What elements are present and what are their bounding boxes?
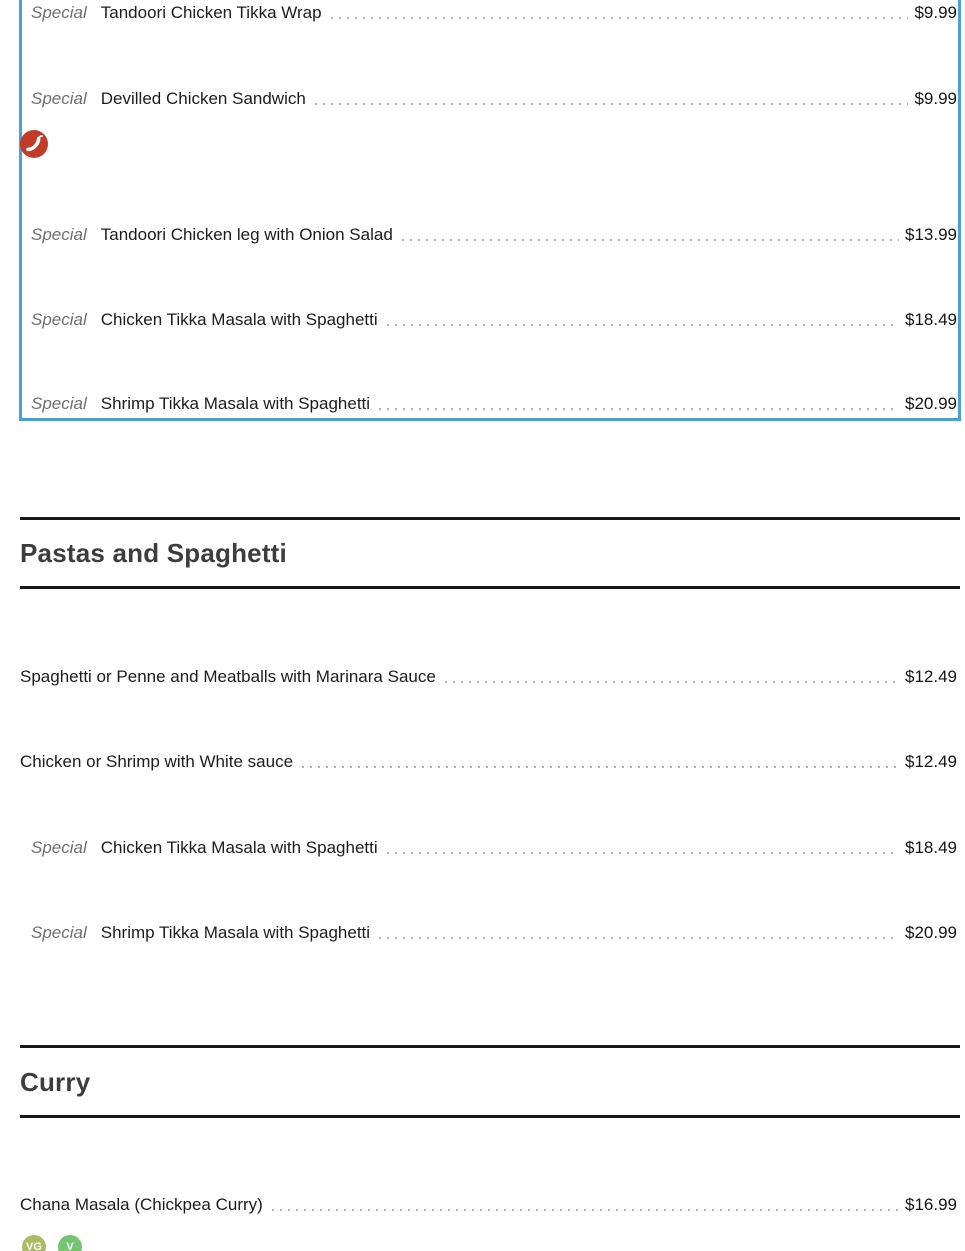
dotted-leader [379, 408, 899, 410]
item-name: Chana Masala (Chickpea Curry) [20, 1195, 263, 1214]
section-divider [20, 1115, 960, 1118]
menu-item-row [20, 663, 957, 687]
item-name: Tandoori Chicken leg with Onion Salad [100, 225, 393, 244]
item-price: $20.99 [905, 394, 957, 413]
item-price: $12.49 [905, 752, 957, 771]
item-name: Tandoori Chicken Tikka Wrap [100, 3, 322, 22]
selected-specials-box[interactable] [19, 0, 961, 421]
dotted-leader [445, 681, 899, 683]
item-name: Chicken Tikka Masala with Spaghetti [100, 310, 378, 329]
item-price: $9.99 [914, 89, 957, 108]
menu-item-row [31, 0, 957, 23]
item-price: $18.49 [905, 838, 957, 857]
dotted-leader [272, 1209, 899, 1211]
chili-pepper-icon [20, 130, 48, 158]
item-name: Shrimp Tikka Masala with Spaghetti [100, 394, 371, 413]
menu-item-row [31, 306, 957, 330]
menu-item-row [31, 221, 957, 245]
section-divider [20, 517, 960, 520]
menu-item-row [31, 834, 957, 858]
v-badge-label: V [66, 1240, 74, 1251]
menu-item-row [31, 390, 957, 414]
v-badge [58, 1235, 82, 1251]
menu-item-row [31, 919, 957, 943]
item-price: $20.99 [905, 923, 957, 942]
vg-badge [22, 1235, 46, 1251]
item-name: Chicken or Shrimp with White sauce [20, 752, 294, 771]
special-label: Special [31, 225, 87, 244]
item-name: Spaghetti or Penne and Meatballs with Marinara Sauce [20, 667, 436, 686]
menu-item-row [20, 748, 957, 772]
item-name: Devilled Chicken Sandwich [100, 89, 306, 108]
special-label: Special [31, 3, 87, 22]
section-heading: Pastas and Spaghetti [20, 538, 287, 568]
special-label: Special [31, 923, 87, 942]
section-heading: Curry [20, 1067, 91, 1097]
dotted-leader [331, 17, 909, 19]
special-label: Special [31, 89, 87, 108]
menu-item-row [31, 85, 957, 109]
section-divider [20, 1045, 960, 1048]
item-name: Shrimp Tikka Masala with Spaghetti [100, 923, 371, 942]
item-price: $18.49 [905, 310, 957, 329]
dotted-leader [402, 239, 899, 241]
menu-item-row [20, 1191, 957, 1215]
dotted-leader [387, 324, 899, 326]
item-badges [22, 1235, 82, 1251]
item-price: $16.99 [905, 1195, 957, 1214]
item-price: $13.99 [905, 225, 957, 244]
special-label: Special [31, 394, 87, 413]
special-label: Special [31, 310, 87, 329]
vg-badge-label: VG [26, 1240, 42, 1251]
item-price: $9.99 [914, 3, 957, 22]
dotted-leader [302, 766, 899, 768]
dotted-leader [379, 937, 899, 939]
dotted-leader [315, 103, 909, 105]
item-price: $12.49 [905, 667, 957, 686]
special-label: Special [31, 838, 87, 857]
item-name: Chicken Tikka Masala with Spaghetti [100, 838, 378, 857]
item-badges [20, 130, 48, 158]
dotted-leader [387, 852, 899, 854]
section-divider [20, 586, 960, 589]
